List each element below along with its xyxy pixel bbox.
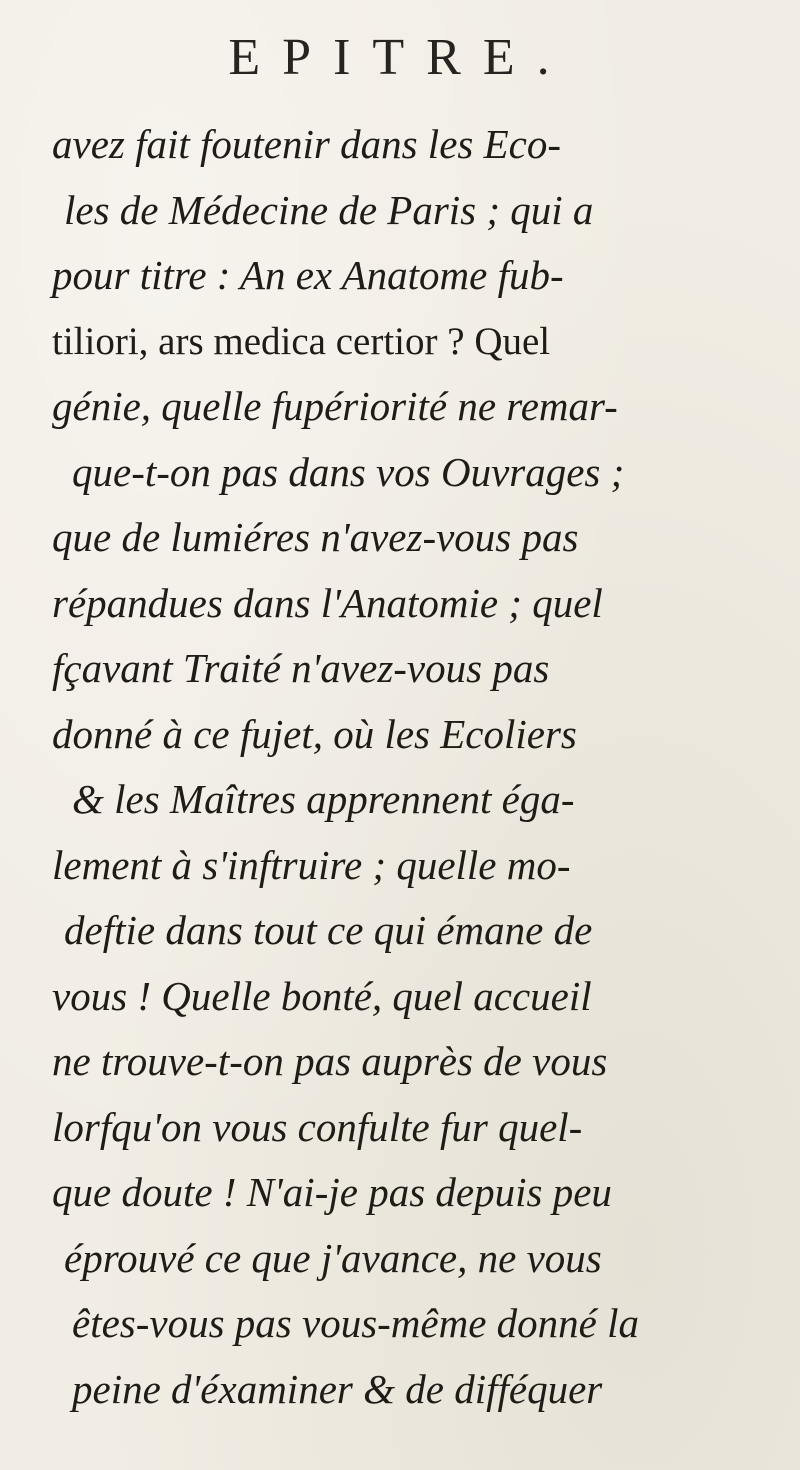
text-line: peine d'éxaminer & de difféquer [72,1365,603,1412]
text-line: deftie dans tout ce qui émane de [64,907,593,953]
text-line: êtes-vous pas vous-même donné la [72,1300,640,1346]
text-line: avez fait foutenir dans les Eco- [52,121,561,167]
text-line: pour titre : An ex Anatome fub- [52,252,564,298]
text-line: lorfqu'on vous confulte fur quel- [52,1103,583,1150]
text-line: génie, quelle fupériorité ne remar- [52,383,618,429]
text-line: fçavant Traité n'avez-vous pas [52,645,550,691]
text-line: que doute ! N'ai-je pas depuis peu [52,1169,612,1215]
text-line: & les Maîtres apprennent éga- [72,776,575,822]
text-line: que-t-on pas dans vos Ouvrages ; [72,448,625,495]
text-line: vous ! Quelle bonté, quel accueil [52,972,592,1019]
text-line: ne trouve-t-on pas auprès de vous [52,1038,608,1084]
body-text [52,112,772,1422]
text-line: lement à s'inftruire ; quelle mo- [52,841,571,888]
text-line: tiliori, ars medica certior ? Quel [52,319,551,363]
text-line: éprouvé ce que j'avance, ne vous [64,1234,602,1281]
text-line: que de lumiéres n'avez-vous pas [52,514,579,560]
text-line: répandues dans l'Anatomie ; quel [52,579,603,626]
running-head: EPITRE. [228,29,572,86]
text-line: donné à ce fujet, où les Ecoliers [52,710,577,757]
text-line: les de Médecine de Paris ; qui a [64,186,594,233]
